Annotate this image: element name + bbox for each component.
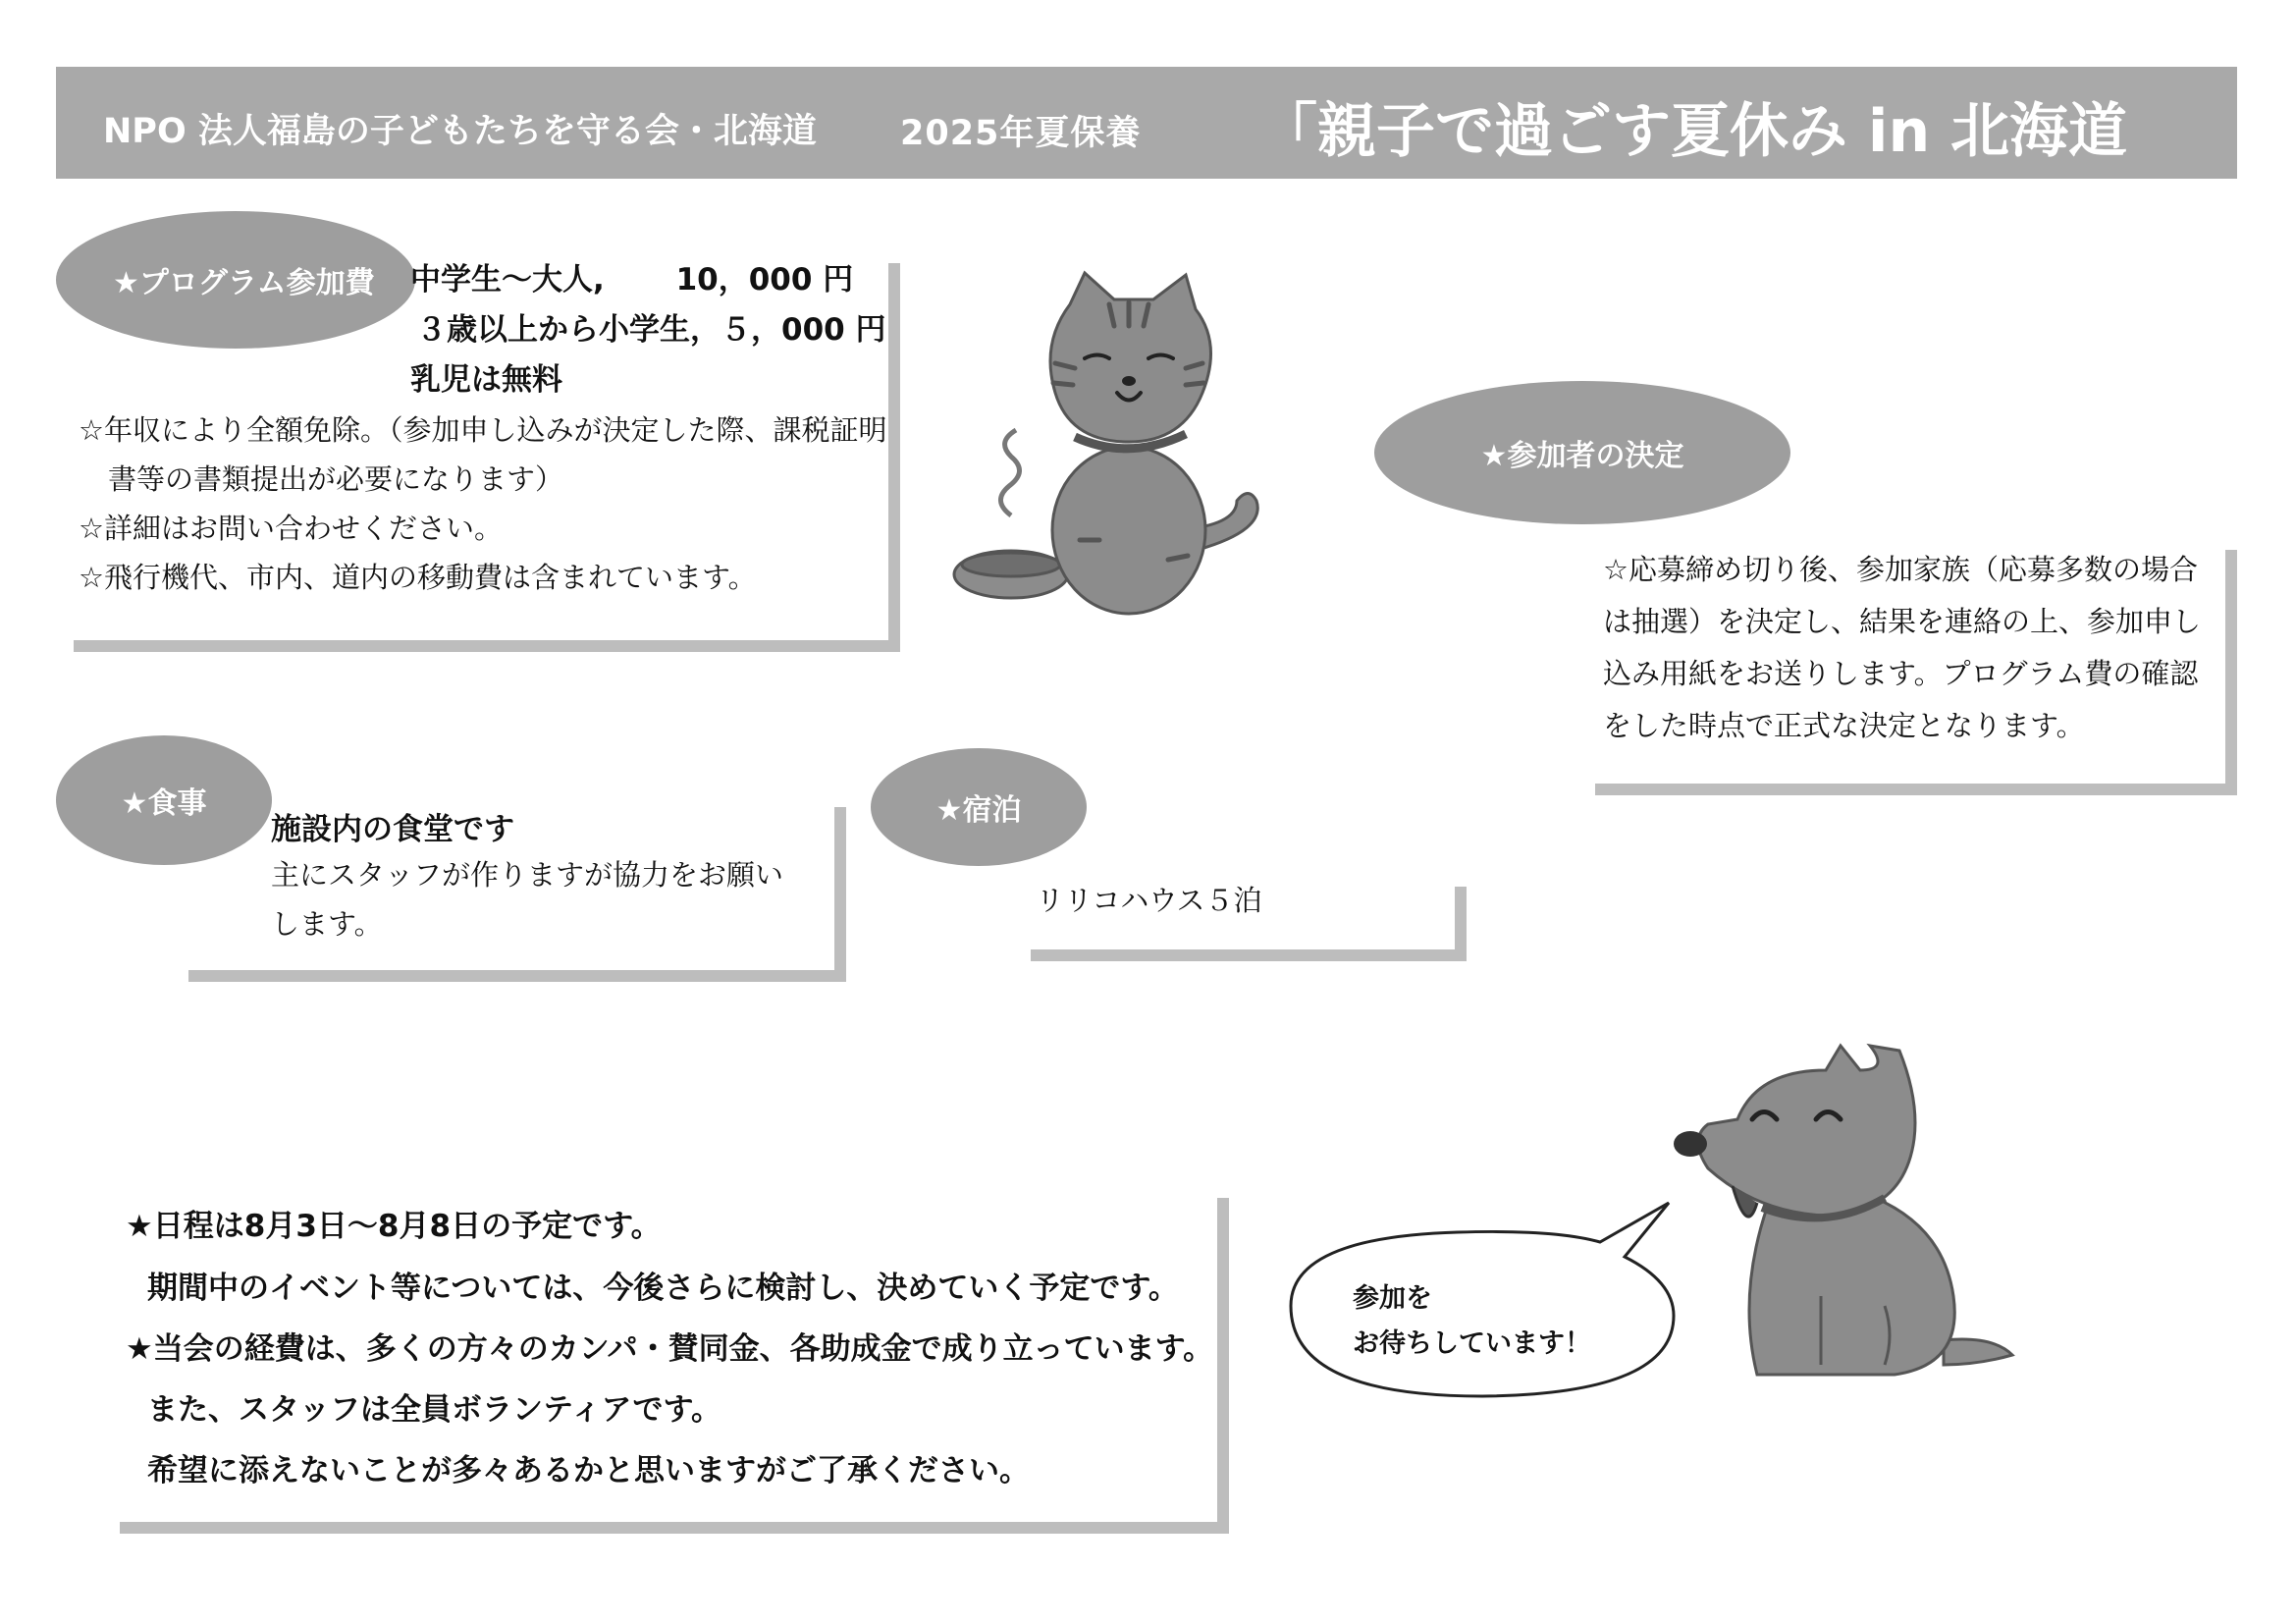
cat-illustration (942, 265, 1276, 619)
fee-note-exemption: ☆年収により全額免除。（参加申し込みが決定した際、課税証明 (79, 413, 887, 447)
schedule-funding: ★当会の経費は、多くの方々のカンパ・賛同金、各助成金で成り立っています。 (126, 1331, 1214, 1367)
speech-bubble (1261, 1188, 1703, 1424)
lodging-label: ★宿泊 (871, 748, 1087, 866)
fee-label: ★プログラム参加費 (56, 211, 415, 349)
lodging-text: リリコハウス５泊 (1036, 884, 1262, 917)
decision-label: ★参加者の決定 (1374, 381, 1790, 524)
bubble-line-2: お待ちしています！ (1353, 1328, 1591, 1359)
dog-illustration (1649, 1041, 2022, 1414)
fee-row-infant: 乳児は無料 (410, 362, 562, 398)
schedule-events: 期間中のイベント等については、今後さらに検討し、決めていく予定です。 (147, 1271, 1179, 1306)
meal-line-2: します。 (271, 907, 383, 941)
schedule-volunteers: また、スタッフは全員ボランティアです。 (147, 1392, 721, 1428)
program-year: 2025年夏保養 (900, 114, 1142, 153)
decision-line-1: ☆応募締め切り後、参加家族（応募多数の場合 (1603, 553, 2198, 586)
fee-note-transport: ☆飛行機代、市内、道内の移動費は含まれています。 (79, 561, 757, 594)
decision-line-4: をした時点で正式な決定となります。 (1603, 709, 2085, 742)
schedule-apology: 希望に添えないことが多々あるかと思いますがご了承ください。 (147, 1453, 1030, 1489)
decision-line-2: は抽選）を決定し、結果を連絡の上、参加申し (1603, 605, 2202, 638)
fee-note-inquiry: ☆詳細はお問い合わせください。 (79, 512, 503, 545)
meal-heading: 施設内の食堂です (271, 812, 514, 847)
schedule-dates: ★日程は8月3日～8月8日の予定です。 (126, 1209, 662, 1244)
meal-label: ★食事 (56, 735, 272, 865)
page-title: 「親子で過ごす夏休み in 北海道 (1258, 97, 2128, 166)
organization-name: NPO 法人福島の子どもたちを守る会・北海道 (103, 112, 817, 151)
meal-line-1: 主にスタッフが作りますが協力をお願い (271, 858, 784, 892)
fee-row-child: ３歳以上から小学生，５，000 円 (416, 312, 886, 348)
fee-note-exemption-cont: 書等の書類提出が必要になります） (108, 462, 564, 496)
bubble-line-1: 参加を (1353, 1283, 1432, 1314)
header-bar (56, 67, 2237, 179)
fee-row-adult: 中学生～大人, 10，000 円 (410, 262, 854, 298)
decision-line-3: 込み用紙をお送りします。プログラム費の確認 (1603, 657, 2199, 690)
